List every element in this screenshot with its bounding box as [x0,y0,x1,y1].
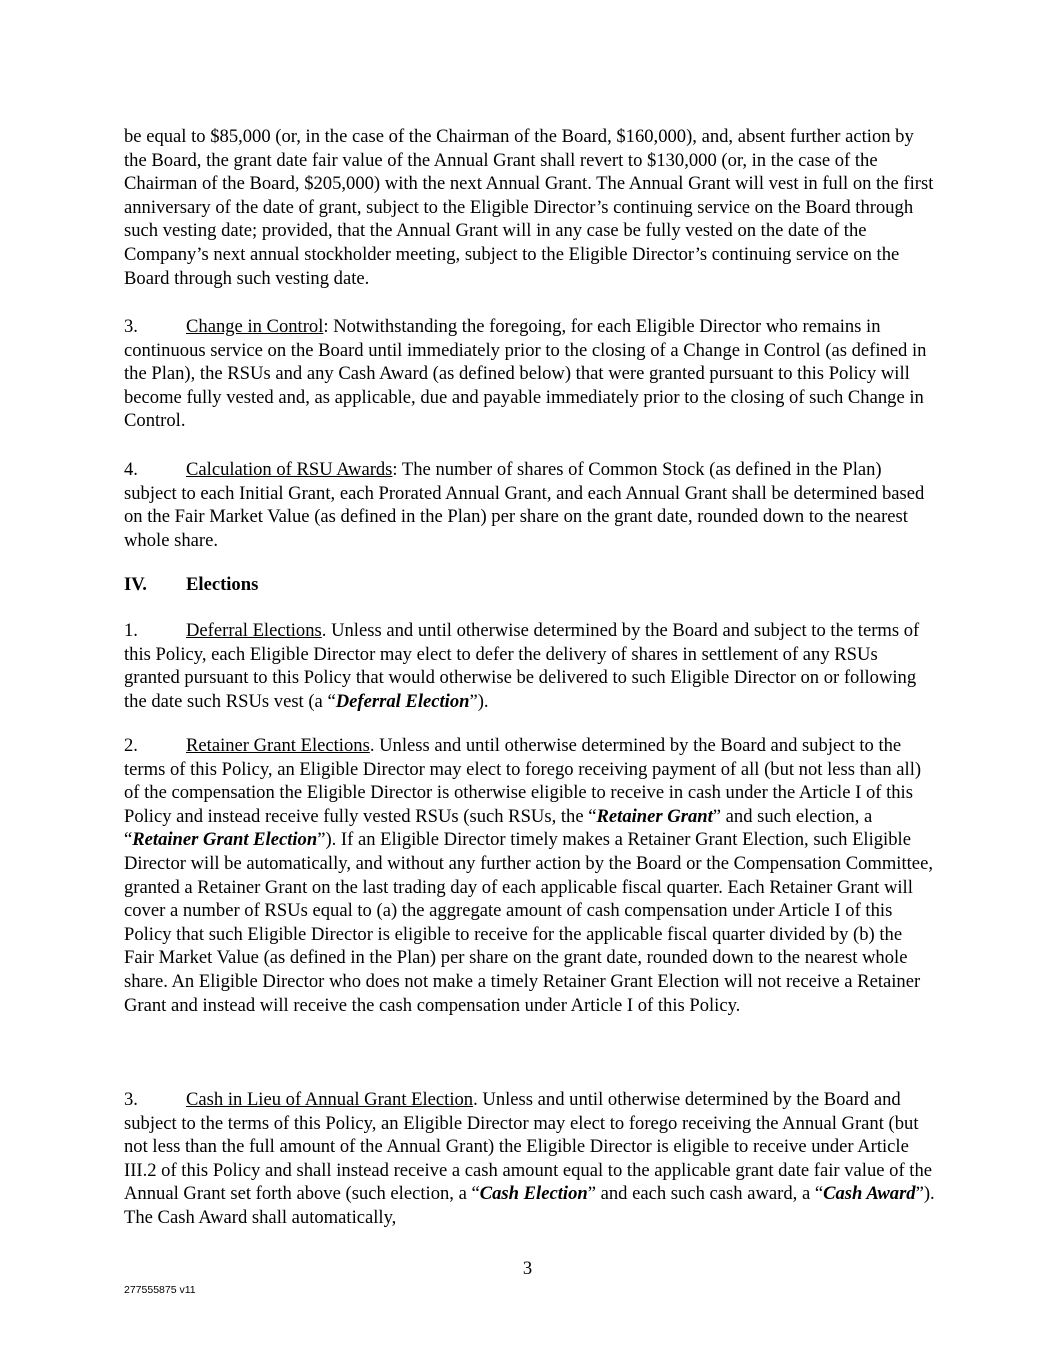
item-text: ”). The Cash Award shall automatically, [124,1183,935,1228]
item-title: Deferral Elections [186,620,322,641]
item-text: ”). [469,690,489,712]
paragraph-cash-in-lieu [124,1088,936,1230]
paragraph-annual-grant-continued: be equal to $85,000 (or, in the case of the Chairman of the Board, $160,000), and, absent further action by the Board, the grant date fair value of the Annual Grant shall revert to $130,000 (or, in the case of the Chairman of the Board, $205,000) with the next Annual Grant. The Annual Grant will vest in full on the first anniversary of the date of grant, subject to the Eligible Director’s continuing service on the Board through such vesting date; provided, that the Annual Grant will in any case be fully vested on the date of the Company’s next annual stockholder meeting, subject to the Eligible Director’s continuing service on the Board through such vesting date. [124,126,934,289]
item-number: 3. [124,1089,138,1110]
item-text: ”). If an Eligible Director timely makes a Retainer Grant Election, such Eligible Director will be automatically, and without any further action by the Board or the Compensation Committee, granted a Retainer Grant on the last trading day of each applicable fiscal quarter. Each Retainer Grant will cover a number of RSUs equal to (a) the aggregate amount of cash compensation under Article I of this Policy that such Eligible Director is eligible to receive for the applicable fiscal quarter divided by (b) the Fair Market Value (as defined in the Plan) per share on the grant date, rounded down to the nearest whole share. An Eligible Director who does not make a timely Retainer Grant Election will not receive a Retainer Grant and instead will receive the cash compensation under Article I of this Policy. [124,829,933,1016]
item-title: Calculation of RSU Awards [186,459,393,480]
item-text: . Unless and until otherwise determined by the Board and subject to the terms of this Policy, each Eligible Director may elect to defer the delivery of shares in settlement of any RSUs granted pursuant to this Policy that would otherwise be delivered to such Eligible Director on or following the date such RSUs vest (a “ [124,620,920,712]
paragraph-retainer-grant [124,734,936,1017]
defined-term: Deferral Election [335,690,470,712]
section-title: Elections [186,574,259,595]
defined-term: Retainer Grant Election [132,829,318,851]
paragraph-deferral-elections [124,619,936,713]
paragraph-change-in-control [124,315,936,433]
item-number: 4. [124,459,138,480]
page-number: 3 [522,1258,533,1279]
document-id: 277555875 v11 [124,1284,196,1296]
item-text: . Unless and until otherwise determined by the Board and subject to the terms of this Policy, an Eligible Director may elect to forego receiving the Annual Grant (but not less than the full amount of the Annual Grant) the Eligible Director is eligible to receive under Article III.2 of this Policy and shall instead receive a cash amount equal to the applicable grant date fair value of the Annual Grant set forth above (such election, a “ [124,1089,933,1205]
item-text: : The number of shares of Common Stock (as defined in the Plan) subject to each Initial Grant, each Prorated Annual Grant, and each Annual Grant shall be determined based on the Fair Market Value (as defined in the Plan) per share on the grant date, rounded down to the nearest whole share. [124,459,925,551]
item-number: 1. [124,620,138,641]
defined-term: Cash Award [823,1183,916,1205]
item-number: 2. [124,735,138,756]
item-title: Change in Control [186,316,324,337]
item-text: : Notwithstanding the foregoing, for each Eligible Director who remains in continuous service on the Board until immediately prior to the closing of a Change in Control (as defined in the Plan), the RSUs and any Cash Award (as defined below) that were granted pursuant to this Policy will become fully vested and, as applicable, due and payable immediately prior to the closing of such Change in Control. [124,316,927,432]
item-title: Retainer Grant Elections [186,735,370,756]
item-text: ” and such election, a “ [124,805,873,851]
paragraph-calculation-rsu [124,458,936,552]
item-text: ” and each such cash award, a “ [587,1183,824,1205]
defined-term: Retainer Grant [596,805,713,827]
item-title: Cash in Lieu of Annual Grant Election [186,1089,474,1110]
item-number: 3. [124,316,138,337]
item-text: . Unless and until otherwise determined by the Board and subject to the terms of this Policy, an Eligible Director may elect to forego receiving payment of all (but not less than all) of the compensation the Eligible Director is otherwise eligible to receive in cash under the Article I of this Policy and instead receive fully vested RSUs (such RSUs, the “ [124,735,922,827]
section-heading-elections [124,574,258,596]
defined-term: Cash Election [479,1183,588,1205]
section-number: IV. [124,574,147,595]
